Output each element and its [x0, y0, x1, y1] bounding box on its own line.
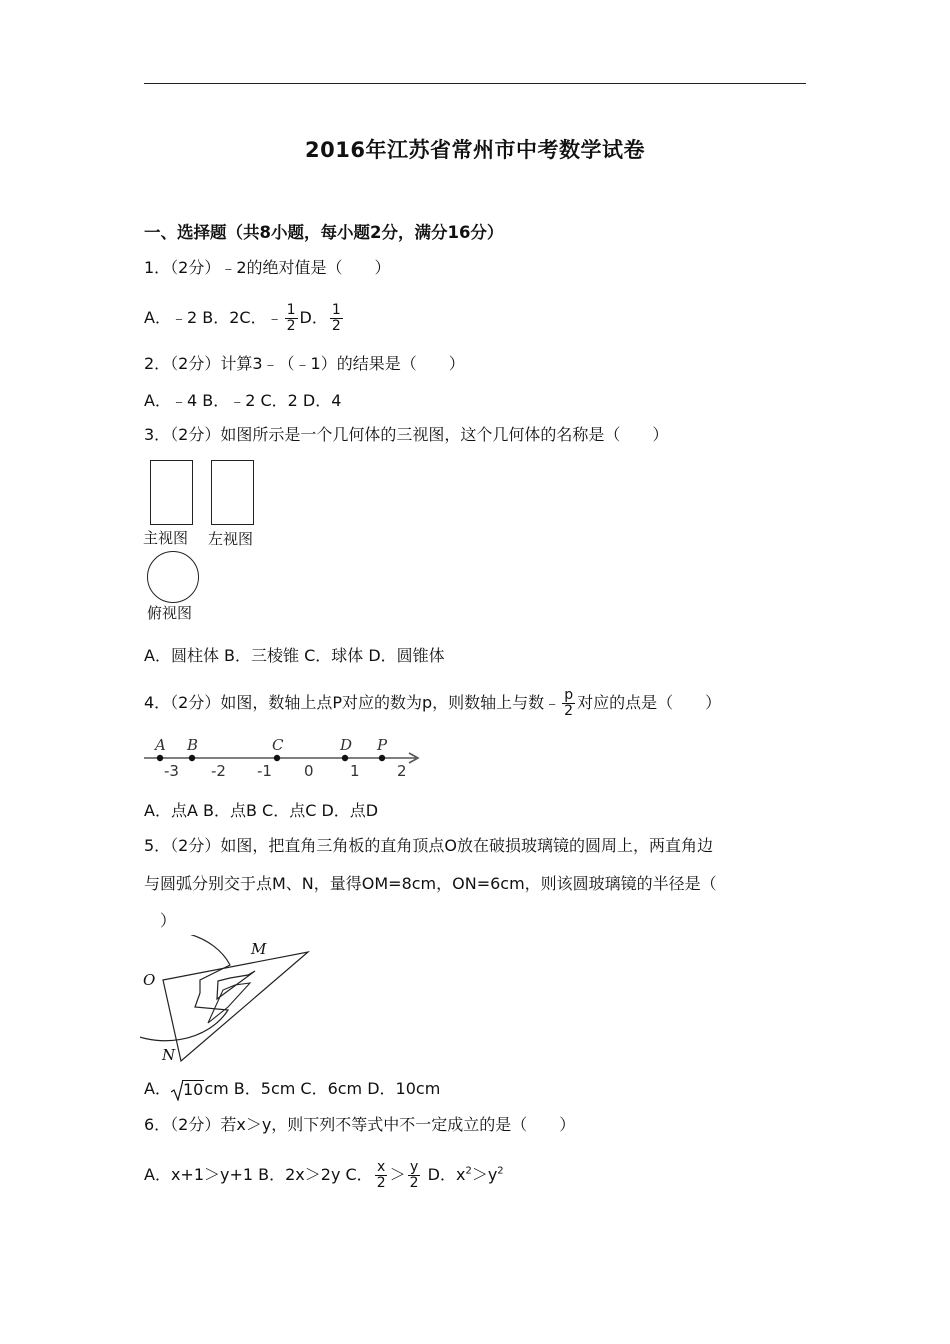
q5-option-rest: cm B．5cm C．6cm D．10cm	[204, 1079, 441, 1098]
q1-option-b: B．2	[202, 308, 240, 327]
question-6-stem: 6．（2分）若x＞y，则下列不等式中不一定成立的是（ ）	[144, 1115, 576, 1134]
label-n: N	[162, 1046, 176, 1064]
point-label: D	[340, 736, 353, 754]
q6-fraction-x	[375, 1160, 388, 1191]
fraction-denominator: 2	[564, 703, 574, 719]
front-view-rectangle	[150, 460, 193, 525]
front-view-label: 主视图	[143, 529, 189, 547]
q1-option-a: A．﹣2	[144, 308, 198, 327]
point-label: B	[187, 736, 199, 754]
q6-option-d-mid: ＞y	[471, 1165, 498, 1184]
point-dot	[274, 755, 280, 761]
tick-label: -2	[211, 762, 226, 780]
q6-fraction-y	[408, 1160, 421, 1191]
number-line-ticks	[164, 762, 407, 780]
fraction-numerator: 1	[286, 302, 296, 318]
q1-option-c-prefix: C．﹣	[239, 308, 283, 327]
q1-fraction-c	[285, 303, 298, 334]
question-4-stem	[144, 688, 721, 719]
tick-label: 1	[350, 762, 360, 780]
number-line-figure	[140, 732, 430, 782]
fraction-denominator: 2	[376, 1175, 386, 1191]
triangle-ruler-outer	[163, 952, 308, 1061]
q1-option-d-prefix: D．	[299, 308, 328, 327]
tick-label: 0	[304, 762, 314, 780]
left-view-label: 左视图	[208, 530, 254, 548]
q6-superscript-2: 2	[497, 1165, 504, 1177]
fraction-numerator: 1	[331, 302, 341, 318]
question-2-options: A．﹣4 B．﹣2 C．2 D．4	[144, 391, 342, 410]
question-5-options	[144, 1078, 440, 1101]
q5-option-a-prefix: A．	[144, 1079, 171, 1098]
tick-label: 2	[397, 762, 407, 780]
label-o: O	[143, 971, 156, 989]
point-dot	[189, 755, 195, 761]
broken-mirror-figure	[140, 935, 315, 1070]
top-view-label: 俯视图	[147, 604, 193, 622]
q4-fraction	[562, 688, 575, 719]
point-dot	[157, 755, 163, 761]
fraction-denominator: 2	[286, 318, 296, 334]
fraction-numerator: p	[564, 687, 574, 703]
fraction-denominator: 2	[331, 318, 341, 334]
triangle-ruler-inner-2	[208, 983, 250, 1023]
point-dot	[379, 755, 385, 761]
header-rule	[144, 83, 806, 84]
question-1-stem: 1．（2分）﹣2的绝对值是（ ）	[144, 258, 391, 277]
point-label: P	[377, 736, 388, 754]
question-1-options	[144, 303, 345, 334]
question-5-stem-line-2: 与圆弧分别交于点M、N，量得OM=8cm，ON=6cm，则该圆玻璃镜的半径是（	[144, 874, 717, 893]
fraction-numerator: x	[377, 1159, 386, 1175]
question-3-options: A．圆柱体 B．三棱锥 C．球体 D．圆锥体	[144, 646, 445, 665]
q6-superscript-1: 2	[465, 1165, 472, 1177]
q4-stem-prefix: 4．（2分）如图，数轴上点P对应的数为p，则数轴上与数﹣	[144, 693, 561, 712]
fraction-numerator: y	[409, 1159, 419, 1175]
q6-gt-sign: ＞	[389, 1165, 406, 1184]
fraction-denominator: 2	[409, 1175, 419, 1191]
top-view-circle	[147, 551, 199, 603]
point-label: C	[272, 736, 284, 754]
question-5-stem-line-3: ）	[144, 911, 177, 930]
label-m: M	[251, 940, 267, 958]
question-2-stem: 2．（2分）计算3﹣（﹣1）的结果是（ ）	[144, 354, 465, 373]
sqrt-radicand: 10	[182, 1080, 204, 1099]
page-title: 2016年江苏省常州市中考数学试卷	[305, 138, 645, 162]
q5-sqrt	[171, 1079, 204, 1101]
question-3-stem: 3．（2分）如图所示是一个几何体的三视图，这个几何体的名称是（ ）	[144, 425, 669, 444]
q6-options-ab: A．x+1＞y+1 B．2x＞2y C．	[144, 1165, 373, 1184]
q1-fraction-d	[330, 303, 343, 334]
question-4-options: A．点A B．点B C．点C D．点D	[144, 801, 379, 820]
point-dot	[342, 755, 348, 761]
question-6-options	[144, 1160, 504, 1191]
left-view-rectangle	[211, 460, 254, 525]
q6-option-d-prefix: D．x	[422, 1165, 466, 1184]
point-label: A	[155, 736, 166, 754]
tick-label: -3	[164, 762, 179, 780]
q4-stem-suffix: 对应的点是（ ）	[577, 693, 722, 712]
section-heading: 一、选择题（共8小题，每小题2分，满分16分）	[144, 223, 504, 242]
question-5-stem-line-1: 5．（2分）如图，把直角三角板的直角顶点O放在破损玻璃镜的圆周上，两直角边	[144, 836, 713, 855]
tick-label: -1	[257, 762, 272, 780]
